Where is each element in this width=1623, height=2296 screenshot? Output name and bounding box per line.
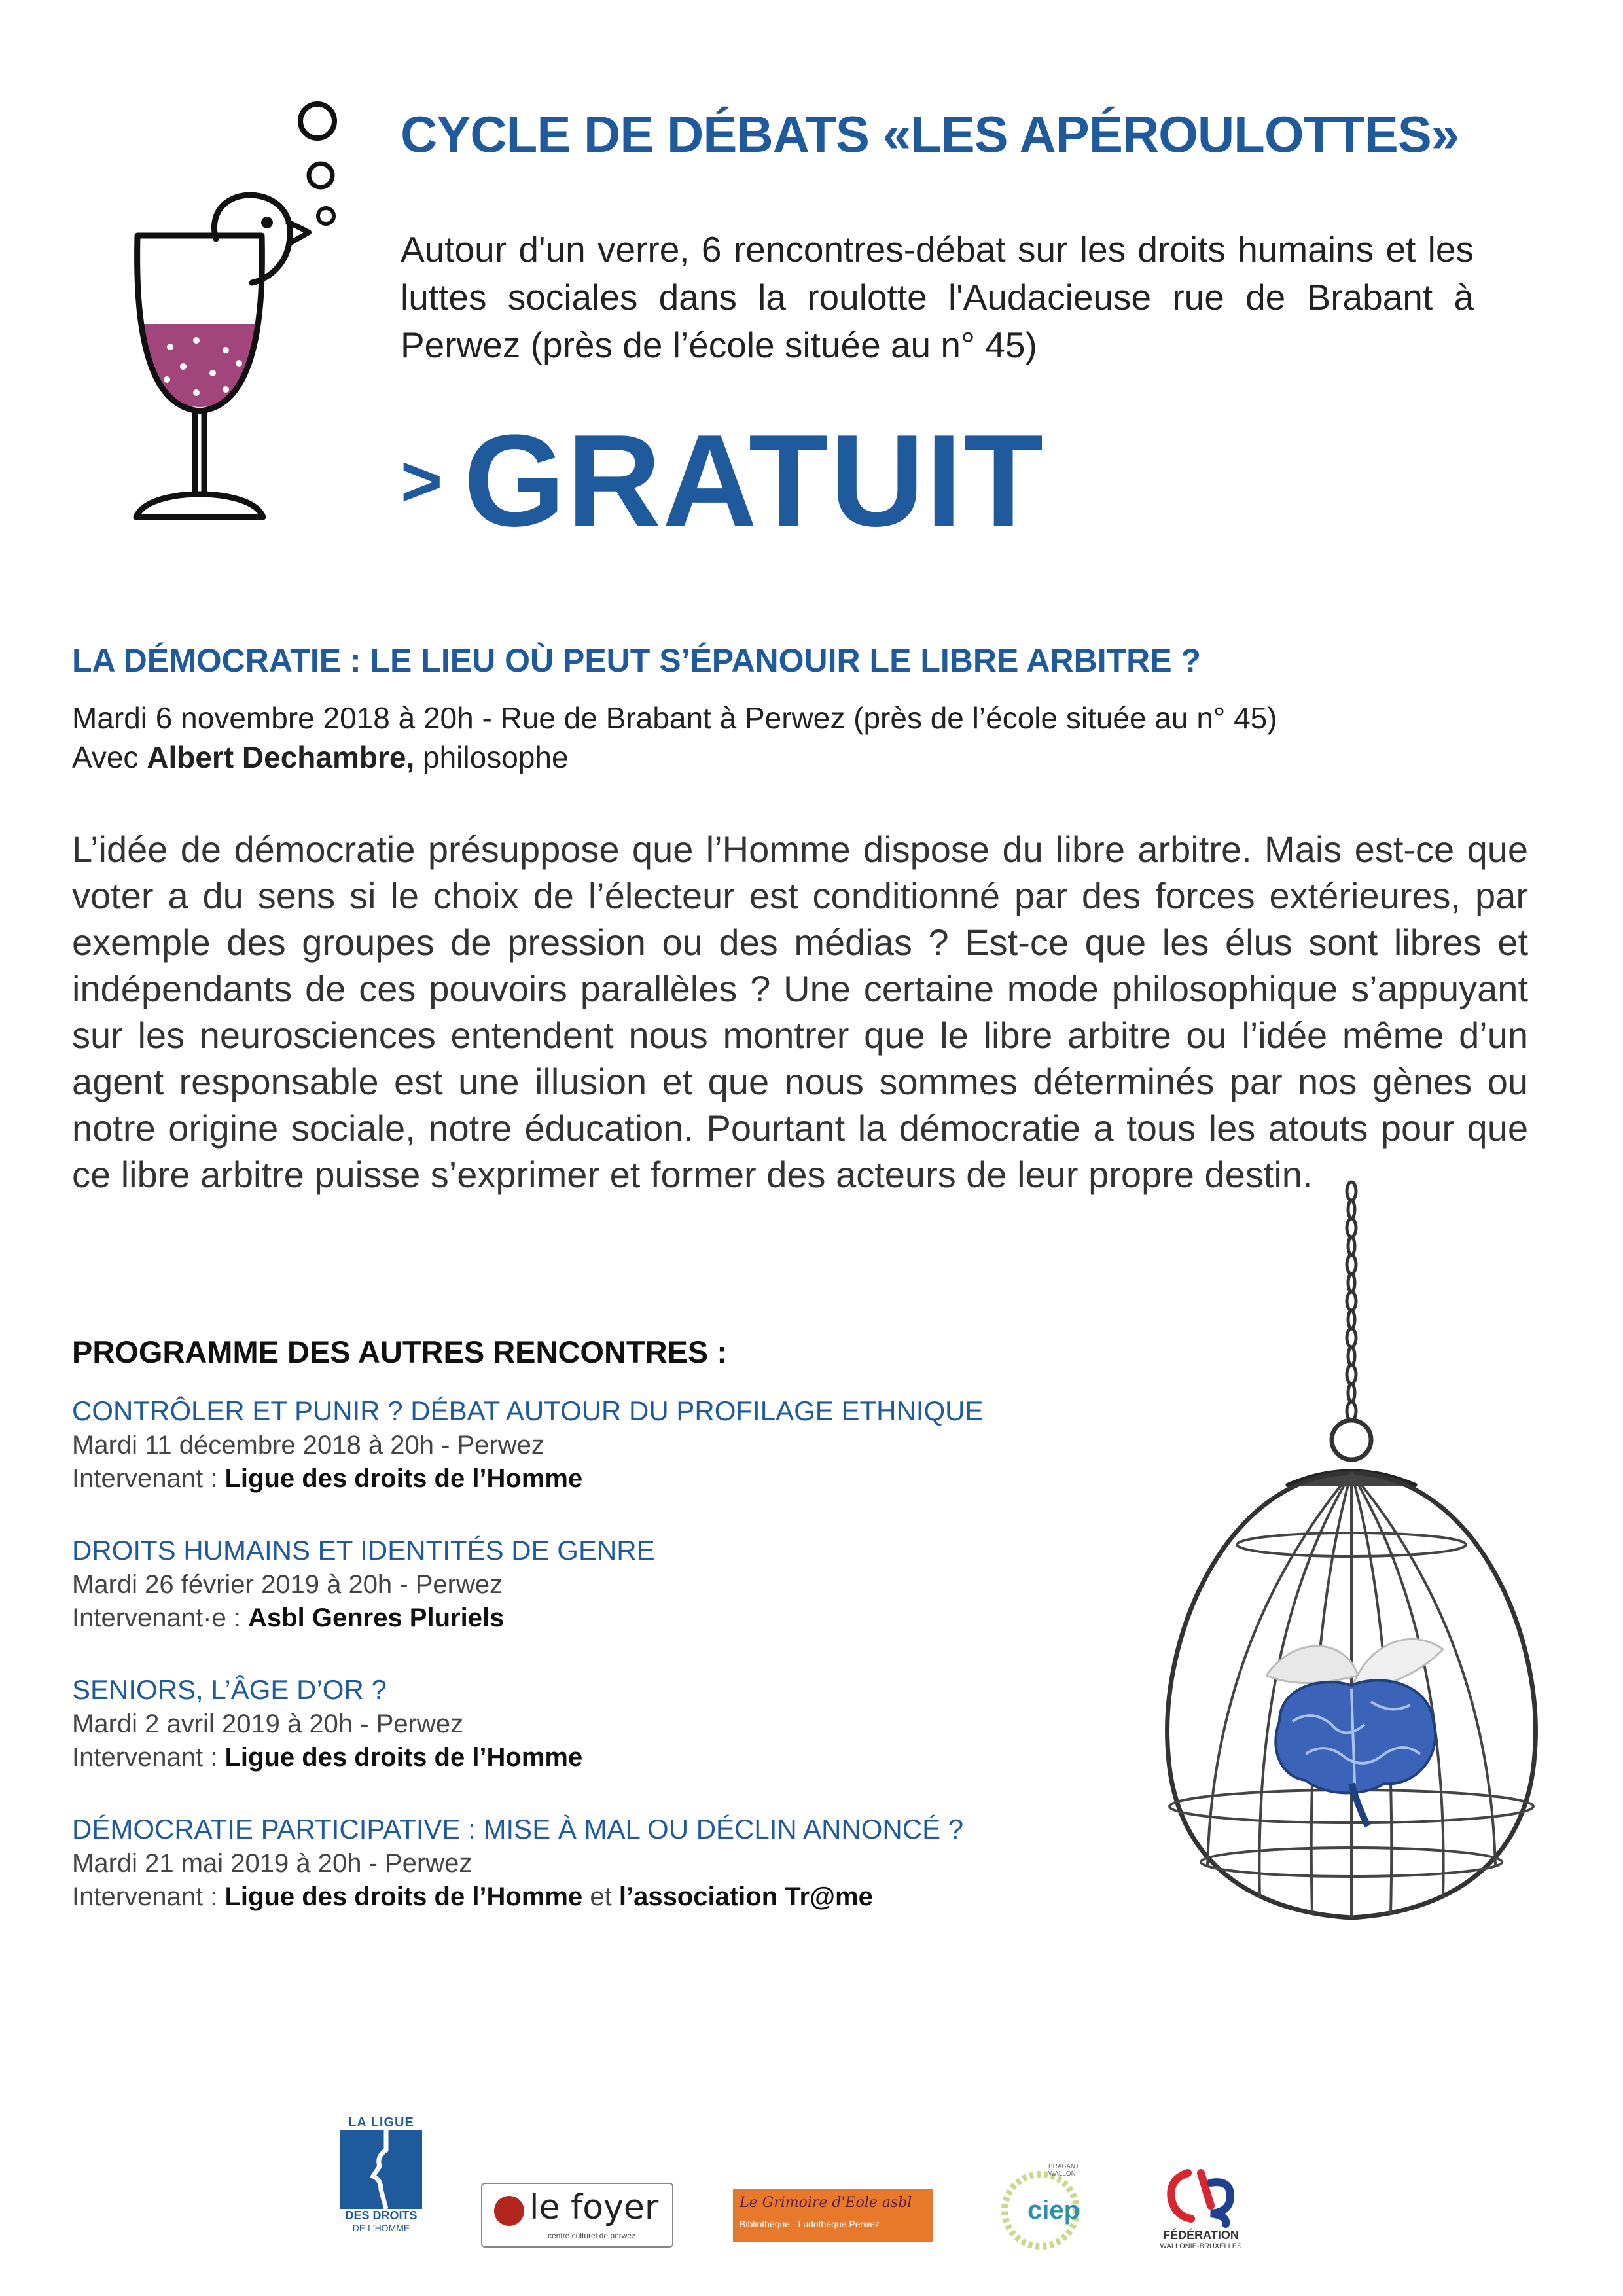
- bird-cage-illustration: [1135, 1178, 1561, 2003]
- main-event-description: L’idée de démocratie présuppose que l’Homme dispose du libre arbitre. Mais est-ce que voter a du sens si le choix de l’électeur est conditionné par des forces extérieures, par exemple des groupes de pression ou des médias ? Est-ce que les élus sont libres et indépendants de ces pouvoirs parallèles ? Une certaine mode philosophique s’appuyant sur les neurosciences entendent nous montrer que le libre arbitre ou l’idée même d’un agent responsable est une illusion et que nous sommes déterminés par nos gènes ou notre origine sociale, notre éducation. Pourtant la démocratie a tous les atouts pour que ce libre arbitre puisse s’exprimer et former des acteurs de leur propre destin.: [72, 829, 1528, 1195]
- programme-item-date: Mardi 21 mai 2019 à 20h - Perwez: [72, 1849, 473, 1878]
- speaker-name-2: l’association Tr@me: [618, 1882, 873, 1911]
- programme-item-date: Mardi 26 février 2019 à 20h - Perwez: [72, 1570, 503, 1599]
- logo-text: centre culturel de perwez: [548, 2231, 636, 2240]
- logo-text: DES DROITS: [345, 2209, 418, 2222]
- wine-glass-bird-icon: [118, 98, 353, 530]
- speaker-prefix: Intervenant :: [72, 1464, 225, 1493]
- logo-text: le foyer: [529, 2188, 659, 2227]
- speaker-name: Ligue des droits de l’Homme: [224, 1743, 583, 1772]
- programme-item: [72, 1814, 963, 1912]
- wine-glass-illustration: [118, 98, 353, 530]
- programme-item-speaker: [72, 1464, 983, 1494]
- programme-item-speaker: [72, 1604, 655, 1633]
- programme-item-date: Mardi 2 avril 2019 à 20h - Perwez: [72, 1710, 464, 1738]
- logo-text: Bibliothèque - Ludothèque Perwez: [740, 2219, 880, 2229]
- ligue-droits-homme-logo: [340, 2115, 422, 2233]
- programme-item-speaker: [72, 1882, 963, 1912]
- logo-text: FÉDÉRATION: [1163, 2229, 1239, 2242]
- gratuit-label: GRATUIT: [463, 408, 1045, 554]
- speaker-name: Albert Dechambre,: [147, 740, 415, 774]
- bird-cage-brain-icon: [1135, 1178, 1561, 2003]
- speaker-name: Asbl Genres Pluriels: [248, 1604, 505, 1632]
- logo-text: BRABANT WALLON: [1048, 2163, 1080, 2178]
- speaker-join: et: [582, 1882, 619, 1911]
- speaker-prefix: Avec: [72, 740, 147, 774]
- speaker-name: Ligue des droits de l’Homme: [224, 1464, 583, 1493]
- logo-text: Le Grimoire d'Eole asbl: [740, 2195, 912, 2211]
- programme-item: [72, 1674, 582, 1772]
- le-foyer-logo: [481, 2183, 673, 2248]
- logo-text: WALLONIE-BRUXELLES: [1160, 2242, 1242, 2250]
- federation-wallonie-bruxelles-logo: [1149, 2166, 1253, 2265]
- ligue-profile-icon: [340, 2130, 422, 2209]
- page-title: CYCLE DE DÉBATS «LES APÉROULOTTES»: [401, 105, 1459, 163]
- gratuit-banner: [401, 406, 1044, 556]
- programme-item-date: Mardi 11 décembre 2018 à 20h - Perwez: [72, 1431, 544, 1460]
- foyer-circle-icon: [494, 2196, 524, 2226]
- programme-item: [72, 1535, 655, 1633]
- programme-item-title: DÉMOCRATIE PARTICIPATIVE : MISE À MAL OU DÉCLIN ANNONCÉ ?: [72, 1814, 964, 1844]
- main-event-date: Mardi 6 novembre 2018 à 20h - Rue de Brabant à Perwez (près de l’école située au n° 45): [72, 701, 1277, 735]
- programme-item-title: SENIORS, L’ÂGE D’OR ?: [72, 1674, 387, 1705]
- speaker-role: philosophe: [414, 740, 569, 774]
- programme-item-title: DROITS HUMAINS ET IDENTITÉS DE GENRE: [72, 1535, 655, 1566]
- logo-text: LA LIGUE: [348, 2115, 414, 2130]
- main-event-speaker: [72, 740, 569, 775]
- logo-text: DE L'HOMME: [352, 2223, 410, 2233]
- federation-emblem-icon: [1149, 2166, 1253, 2229]
- intro-text: Autour d'un verre, 6 rencontres-débat sur les droits humains et les luttes sociales dans la roulotte l'Audacieuse rue de Brabant à Perwez (près de l’école située au n° 45): [401, 229, 1474, 365]
- speaker-prefix: Intervenant :: [72, 1882, 225, 1911]
- logo-text: ciep: [1027, 2196, 1080, 2225]
- speaker-prefix: Intervenant·e :: [72, 1604, 249, 1632]
- programme-item: [72, 1395, 983, 1494]
- programme-item-speaker: [72, 1743, 582, 1772]
- arrow-icon: >: [401, 441, 444, 522]
- grimoire-eole-logo: [733, 2189, 933, 2242]
- programme-title: PROGRAMME DES AUTRES RENCONTRES :: [72, 1335, 727, 1369]
- main-event-title: LA DÉMOCRATIE : LE LIEU OÙ PEUT S’ÉPANOUIR LE LIBRE ARBITRE ?: [72, 642, 1202, 679]
- speaker-name: Ligue des droits de l’Homme: [224, 1882, 583, 1911]
- ciep-logo: [995, 2163, 1086, 2255]
- programme-item-title: CONTRÔLER ET PUNIR ? DÉBAT AUTOUR DU PROFILAGE ETHNIQUE: [72, 1395, 984, 1426]
- speaker-prefix: Intervenant :: [72, 1743, 225, 1772]
